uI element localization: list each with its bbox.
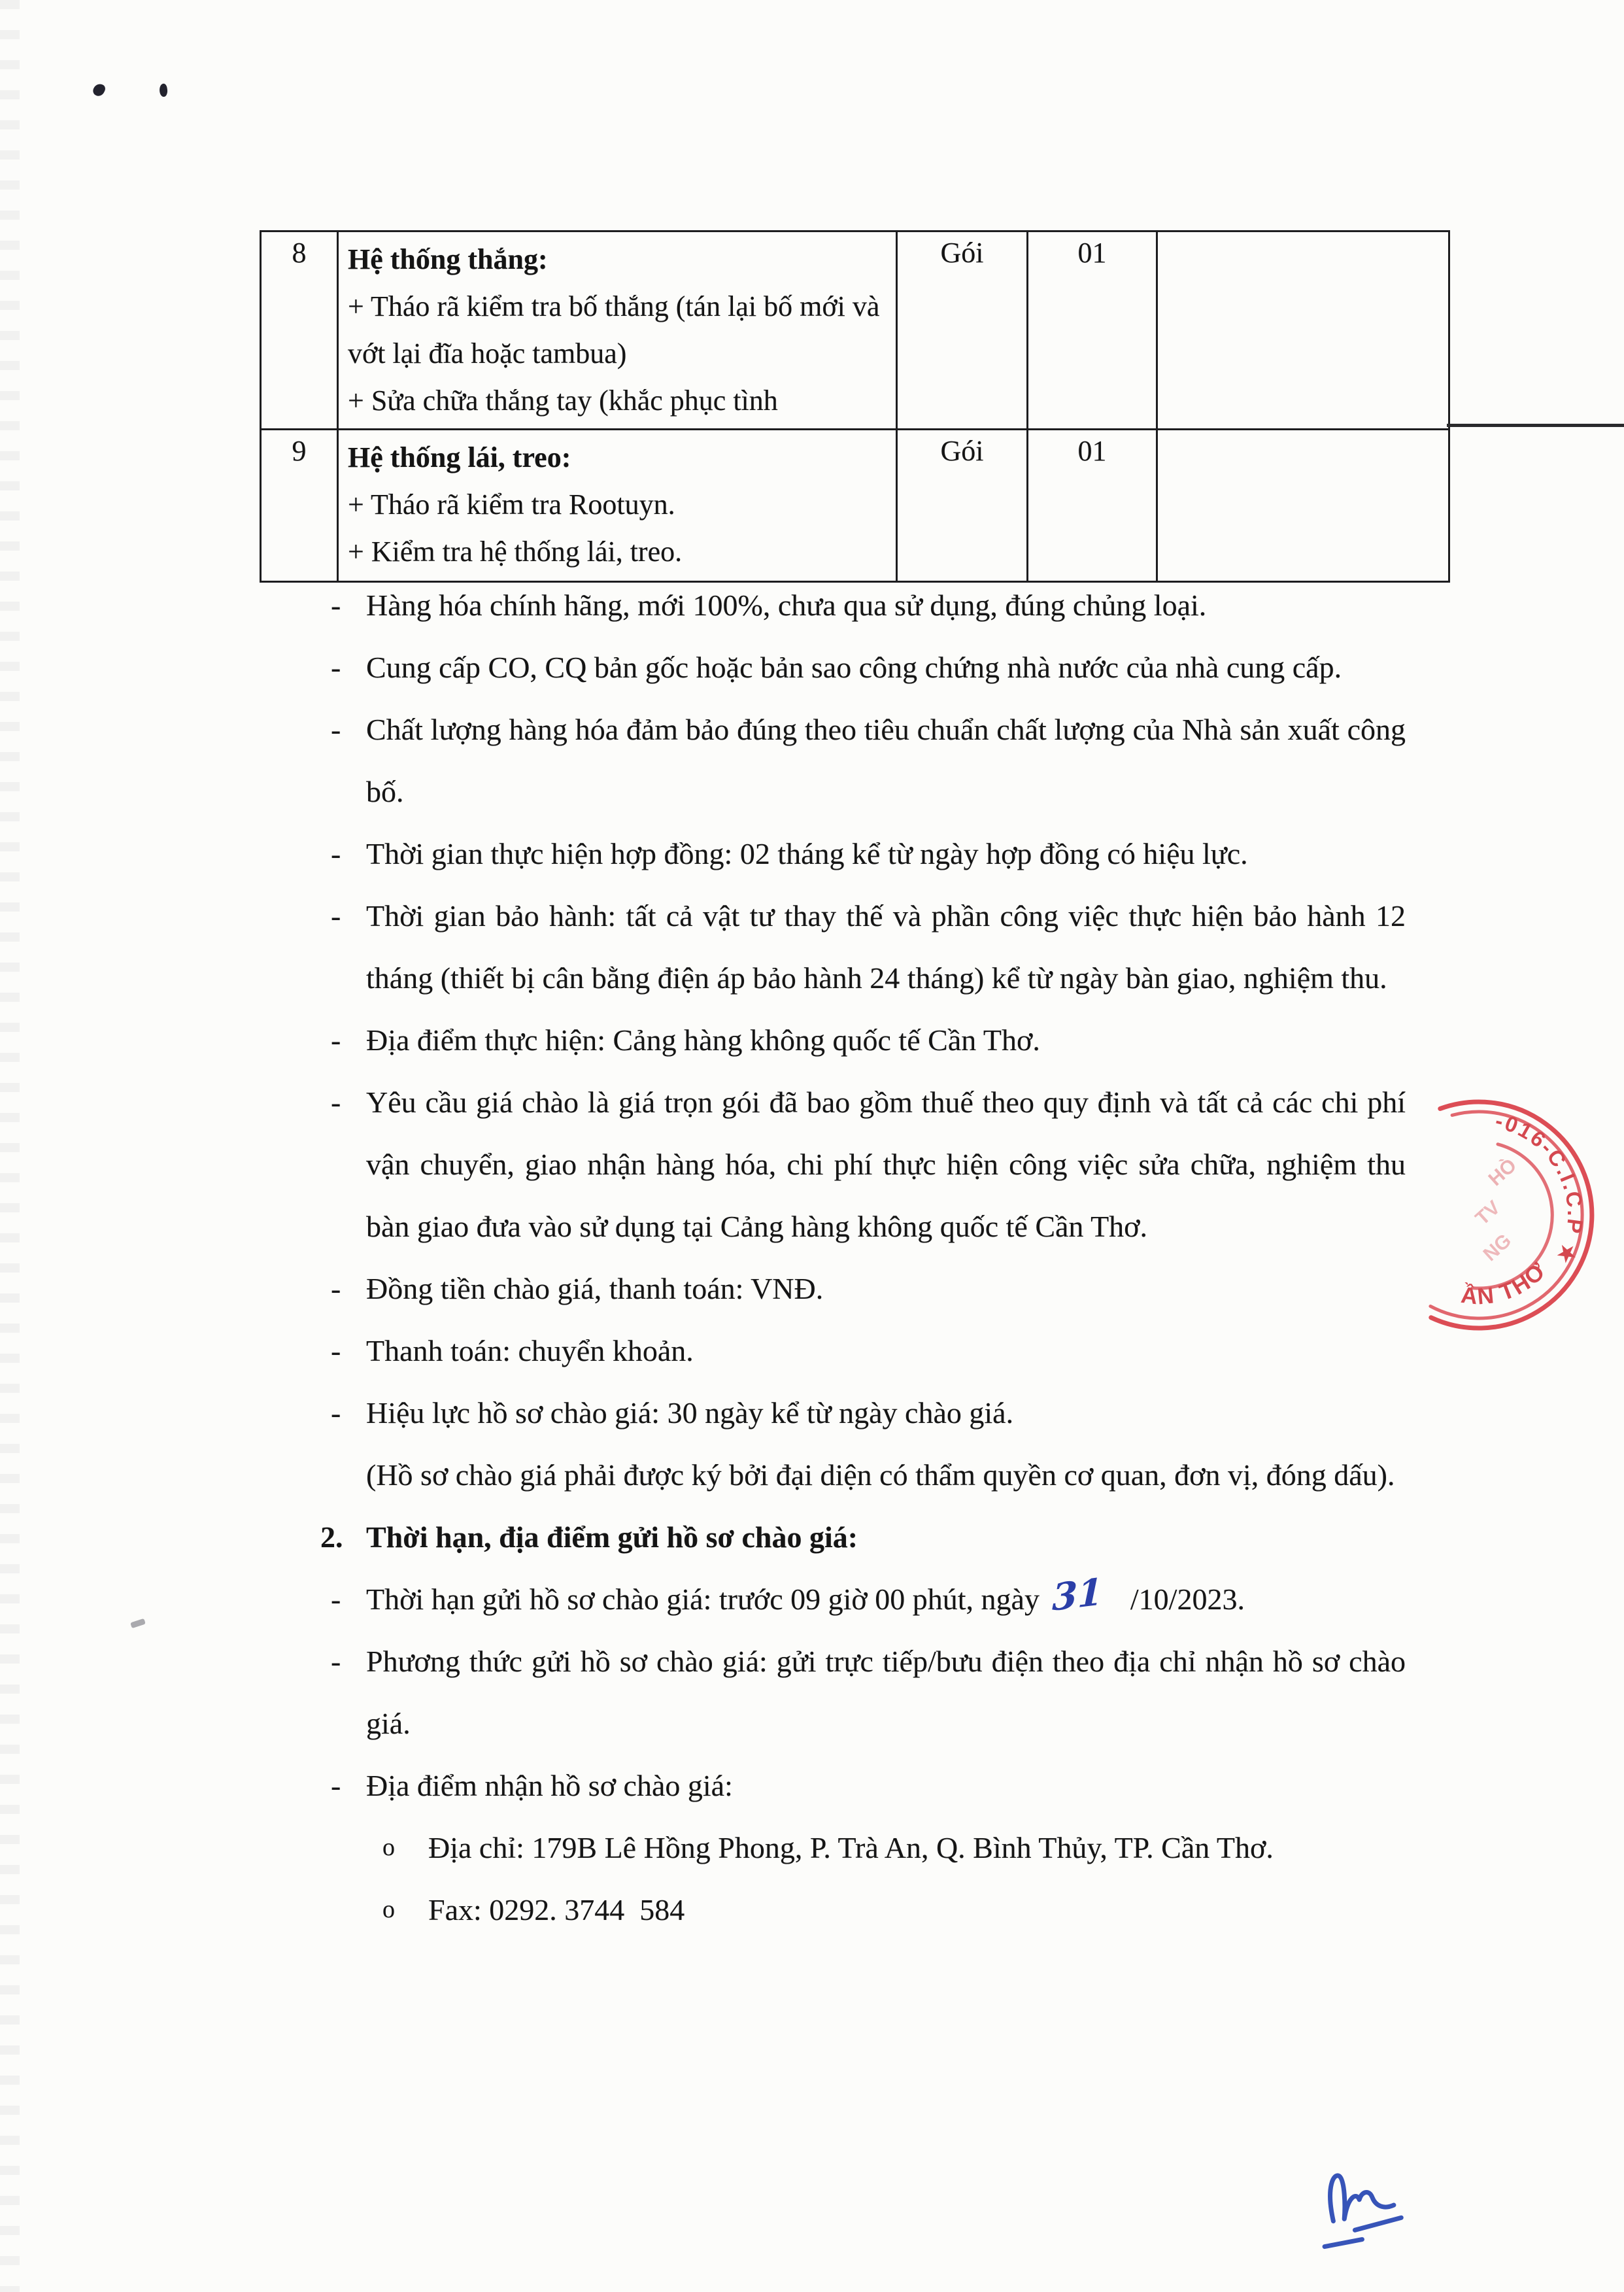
company-stamp: [1334, 1066, 1624, 1432]
bullet-text: Địa điểm thực hiện: Cảng hàng không quốc tế Cần Thơ.: [366, 1023, 1040, 1057]
empty-cell: [1157, 430, 1449, 582]
list-item: [320, 1630, 1406, 1754]
list-item: [320, 885, 1406, 1009]
deadline-text-pre: Thời hạn gửi hồ sơ chào giá: trước 09 giờ 00 phút, ngày: [366, 1582, 1040, 1616]
list-item: [320, 1754, 1406, 1817]
list-item: [320, 698, 1406, 823]
description-cell: [338, 430, 897, 582]
list-item: [320, 1568, 1406, 1630]
item-line: + Kiểm tra hệ thống lái, treo.: [348, 536, 683, 568]
bullet-dash: -: [331, 899, 341, 932]
list-item: [320, 823, 1406, 885]
quantity-cell: 01: [1028, 231, 1157, 430]
item-line: + Tháo rã kiểm tra bố thắng (tán lại bố mới và vớt lại đĩa hoặc tambua): [348, 290, 880, 369]
circle-bullet: o: [382, 1834, 395, 1861]
deadline-line: [366, 1568, 1406, 1630]
stamp-ring-text: -016-C.I.C.P ★: [1493, 1108, 1588, 1269]
bullet-dash: -: [331, 651, 341, 684]
signature-mark: [1308, 2155, 1425, 2259]
ink-speck: [159, 83, 169, 97]
scan-edge-noise: [0, 0, 20, 2292]
note-text: (Hồ sơ chào giá phải được ký bởi đại diện có thẩm quyền cơ quan, đơn vị, đóng dấu).: [366, 1458, 1395, 1492]
bullet-text: Thời gian thực hiện hợp đồng: 02 tháng kể từ ngày hợp đồng có hiệu lực.: [366, 837, 1248, 870]
table-row: [261, 430, 1449, 582]
list-item: [320, 574, 1406, 636]
bullet-text: Thời gian bảo hành: tất cả vật tư thay thế và phần công việc thực hiện bảo hành 12 tháng (thiết bị cân bằng điện áp bảo hành 24 tháng) kể từ ngày bàn giao, nghiệm thu.: [366, 899, 1406, 995]
scan-line-artifact: [1447, 424, 1624, 427]
empty-cell: [1157, 231, 1449, 430]
scan-smudge: [130, 1618, 146, 1628]
list-item: [320, 1257, 1406, 1320]
bullet-text: Hàng hóa chính hãng, mới 100%, chưa qua sử dụng, đúng chủng loại.: [366, 589, 1207, 622]
list-item: [320, 1382, 1406, 1444]
bullet-dash: -: [331, 1334, 341, 1367]
bullet-dash: -: [331, 1769, 341, 1802]
list-item: [320, 1320, 1406, 1382]
section-number: 2.: [320, 1520, 343, 1554]
list-item: [320, 1009, 1406, 1071]
bullet-dash: -: [331, 1023, 341, 1057]
stamp-faint-fragment: HÒ: [1484, 1154, 1521, 1191]
document-body: [320, 574, 1406, 1941]
ink-speck: [92, 82, 107, 97]
stamp-faint-fragment: TV: [1471, 1197, 1505, 1230]
list-item: [320, 1071, 1406, 1257]
bullet-text: Thanh toán: chuyển khoản.: [366, 1334, 694, 1367]
bullet-dash: -: [331, 1645, 341, 1678]
stamp-bottom-text: ẦN THƠ: [1459, 1257, 1552, 1310]
description-cell: [338, 231, 897, 430]
unit-cell: Gói: [897, 430, 1028, 582]
bullet-dash: -: [331, 1086, 341, 1119]
bullet-dash: -: [331, 1272, 341, 1305]
items-table: [260, 230, 1450, 583]
sub-list-item: [320, 1817, 1406, 1879]
row-number-cell: 9: [261, 430, 338, 582]
fax-text: Fax: 0292. 3744 584: [428, 1893, 685, 1926]
item-line: + Sửa chữa thắng tay (khắc phục tình: [348, 385, 778, 417]
bullet-dash: -: [331, 1396, 341, 1429]
note-paragraph: [320, 1444, 1406, 1506]
item-line: + Tháo rã kiểm tra Rootuyn.: [348, 488, 675, 521]
bullet-text: Yêu cầu giá chào là giá trọn gói đã bao gồm thuế theo quy định và tất cả các chi phí vận chuyển, giao nhận hàng hóa, chi phí thực hiện công việc sửa chữa, nghiệm thu bàn giao đưa vào sử dụng tại Cảng hàng không quốc tế Cần Thơ.: [366, 1086, 1406, 1243]
item-title: Hệ thống thắng:: [348, 243, 548, 275]
bullet-dash: -: [331, 837, 341, 870]
section-heading: [320, 1506, 1406, 1568]
row-number-cell: 8: [261, 231, 338, 430]
bullet-dash: -: [331, 589, 341, 622]
bullet-dash: -: [331, 1582, 341, 1616]
deadline-text-post: /10/2023.: [1130, 1582, 1245, 1616]
signature-stroke: [1328, 2172, 1395, 2221]
signature-underline-2: [1325, 2240, 1362, 2247]
bullet-dash: -: [331, 713, 341, 746]
quantity-cell: 01: [1028, 430, 1157, 582]
address-text: Địa chỉ: 179B Lê Hồng Phong, P. Trà An, Q. Bình Thủy, TP. Cần Thơ.: [428, 1831, 1274, 1864]
section-title: Thời hạn, địa điểm gửi hồ sơ chào giá:: [366, 1520, 858, 1554]
stamp-faint-fragment: NG: [1479, 1229, 1516, 1266]
sub-list-item: [320, 1879, 1406, 1941]
circle-bullet: o: [382, 1896, 395, 1923]
handwritten-date: 31: [1052, 1569, 1104, 1620]
signature-underline: [1354, 2217, 1402, 2230]
bullet-text: Đồng tiền chào giá, thanh toán: VNĐ.: [366, 1272, 824, 1305]
list-item: [320, 636, 1406, 698]
bullet-text: Chất lượng hàng hóa đảm bảo đúng theo tiêu chuẩn chất lượng của Nhà sản xuất công bố.: [366, 713, 1406, 808]
bullet-text: Phương thức gửi hồ sơ chào giá: gửi trực tiếp/bưu điện theo địa chỉ nhận hồ sơ chào giá.: [366, 1645, 1406, 1740]
bullet-text: Địa điểm nhận hồ sơ chào giá:: [366, 1769, 733, 1802]
bullet-text: Hiệu lực hồ sơ chào giá: 30 ngày kể từ ngày chào giá.: [366, 1396, 1014, 1429]
item-title: Hệ thống lái, treo:: [348, 441, 571, 473]
bullet-text: Cung cấp CO, CQ bản gốc hoặc bản sao công chứng nhà nước của nhà cung cấp.: [366, 651, 1342, 684]
unit-cell: Gói: [897, 231, 1028, 430]
table-row: [261, 231, 1449, 430]
